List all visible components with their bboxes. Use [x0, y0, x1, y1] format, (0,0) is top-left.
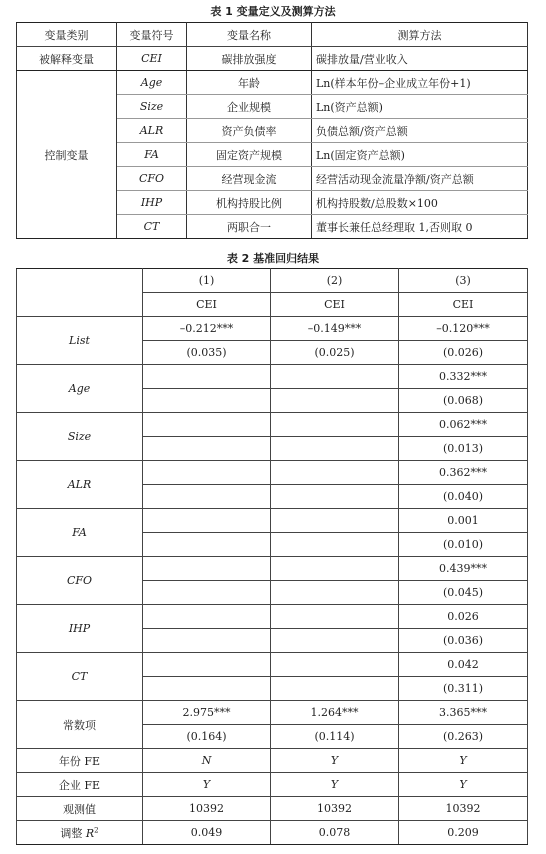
row-label: 观测值 — [17, 797, 143, 821]
table2-caption: 表 2 基准回归结果 — [226, 252, 320, 265]
column-header: 变量名称 — [187, 23, 312, 47]
regression-results-table — [16, 268, 528, 845]
value-cell: 0.078 — [271, 821, 399, 845]
variable-label: ALR — [17, 461, 143, 509]
variable-name: 企业规模 — [187, 95, 312, 119]
row-label — [17, 821, 143, 845]
standard-error-cell: (0.040) — [399, 485, 528, 509]
coefficient-cell — [143, 653, 271, 677]
coefficient-cell: –0.212*** — [143, 317, 271, 341]
value-cell: Y — [143, 773, 271, 797]
standard-error-cell — [143, 533, 271, 557]
coefficient-cell — [271, 605, 399, 629]
coef-row — [17, 413, 528, 437]
dependent-variable: CEI — [399, 293, 528, 317]
variable-label: FA — [17, 509, 143, 557]
coefficient-cell — [271, 461, 399, 485]
variable-symbol: FA — [117, 143, 187, 167]
group-label: 控制变量 — [17, 71, 117, 239]
coefficient-cell: 0.026 — [399, 605, 528, 629]
header-row — [17, 269, 528, 293]
coef-row — [17, 365, 528, 389]
measurement-method: 机构持股数/总股数×100 — [312, 191, 528, 215]
variable-name: 固定资产规模 — [187, 143, 312, 167]
label-prefix: 调整 — [60, 826, 86, 840]
measurement-method: 碳排放量/营业收入 — [312, 47, 528, 71]
model-number: (3) — [399, 269, 528, 293]
variable-symbol: CEI — [117, 47, 187, 71]
measurement-method: Ln(固定资产总额) — [312, 143, 528, 167]
table1-caption: 表 1 变量定义及测算方法 — [210, 5, 336, 18]
coefficient-cell: 0.062*** — [399, 413, 528, 437]
header-row — [17, 23, 528, 47]
variable-symbol: CFO — [117, 167, 187, 191]
coefficient-cell: 1.264*** — [271, 701, 399, 725]
coefficient-cell — [271, 509, 399, 533]
variable-name: 经营现金流 — [187, 167, 312, 191]
year-fe-row — [17, 749, 528, 773]
variable-name: 机构持股比例 — [187, 191, 312, 215]
value-cell: N — [143, 749, 271, 773]
measurement-method: 负债总额/资产总额 — [312, 119, 528, 143]
variable-label: CFO — [17, 557, 143, 605]
coefficient-cell: 0.001 — [399, 509, 528, 533]
coefficient-cell — [271, 365, 399, 389]
value-cell: 10392 — [143, 797, 271, 821]
variable-symbol: Size — [117, 95, 187, 119]
variable-symbol: CT — [117, 215, 187, 239]
variable-label: Age — [17, 365, 143, 413]
measurement-method: Ln(资产总额) — [312, 95, 528, 119]
group-label: 被解释变量 — [17, 47, 117, 71]
variable-symbol: IHP — [117, 191, 187, 215]
value-cell: Y — [399, 773, 528, 797]
variable-name: 资产负债率 — [187, 119, 312, 143]
coefficient-cell — [143, 365, 271, 389]
coefficient-cell — [143, 413, 271, 437]
model-number: (1) — [143, 269, 271, 293]
standard-error-cell — [271, 533, 399, 557]
standard-error-cell: (0.013) — [399, 437, 528, 461]
row-label: 年份 FE — [17, 749, 143, 773]
value-cell: 0.209 — [399, 821, 528, 845]
measurement-method: Ln(样本年份–企业成立年份+1) — [312, 71, 528, 95]
variable-name: 年龄 — [187, 71, 312, 95]
coefficient-cell: –0.149*** — [271, 317, 399, 341]
coefficient-cell: 2.975*** — [143, 701, 271, 725]
coefficient-cell: 0.439*** — [399, 557, 528, 581]
variable-label: 常数项 — [17, 701, 143, 749]
table-row — [17, 47, 528, 71]
column-header: 变量类别 — [17, 23, 117, 47]
standard-error-cell — [271, 485, 399, 509]
standard-error-cell — [143, 581, 271, 605]
standard-error-cell — [271, 581, 399, 605]
variable-symbol: ALR — [117, 119, 187, 143]
table-row — [17, 71, 528, 95]
coef-row — [17, 605, 528, 629]
coefficient-cell — [271, 413, 399, 437]
variable-name: 两职合一 — [187, 215, 312, 239]
coefficient-cell — [143, 509, 271, 533]
dependent-variable: CEI — [271, 293, 399, 317]
coefficient-cell — [271, 557, 399, 581]
adjusted-r2-row — [17, 821, 528, 845]
value-cell: 10392 — [399, 797, 528, 821]
coefficient-cell: 0.332*** — [399, 365, 528, 389]
standard-error-cell — [143, 389, 271, 413]
measurement-method: 董事长兼任总经理取 1,否则取 0 — [312, 215, 528, 239]
value-cell: Y — [399, 749, 528, 773]
observations-row — [17, 797, 528, 821]
coefficient-cell: 0.042 — [399, 653, 528, 677]
variable-label: CT — [17, 653, 143, 701]
coefficient-cell — [271, 653, 399, 677]
coefficient-cell — [143, 605, 271, 629]
standard-error-cell: (0.035) — [143, 341, 271, 365]
label-superscript: 2 — [94, 825, 99, 834]
standard-error-cell: (0.164) — [143, 725, 271, 749]
measurement-method: 经营活动现金流量净额/资产总额 — [312, 167, 528, 191]
standard-error-cell: (0.010) — [399, 533, 528, 557]
coef-row — [17, 509, 528, 533]
standard-error-cell — [143, 677, 271, 701]
variable-label: IHP — [17, 605, 143, 653]
variable-label: List — [17, 317, 143, 365]
variable-symbol: Age — [117, 71, 187, 95]
coefficient-cell — [143, 461, 271, 485]
standard-error-cell — [271, 677, 399, 701]
label-var: R — [85, 826, 95, 840]
standard-error-cell — [143, 437, 271, 461]
standard-error-cell — [143, 629, 271, 653]
standard-error-cell: (0.045) — [399, 581, 528, 605]
standard-error-cell — [143, 485, 271, 509]
coefficient-cell: 3.365*** — [399, 701, 528, 725]
standard-error-cell: (0.114) — [271, 725, 399, 749]
coefficient-cell: –0.120*** — [399, 317, 528, 341]
coef-row — [17, 317, 528, 341]
column-header: 测算方法 — [312, 23, 528, 47]
standard-error-cell: (0.036) — [399, 629, 528, 653]
dependent-variable: CEI — [143, 293, 271, 317]
corner-cell — [17, 269, 143, 317]
variable-label: Size — [17, 413, 143, 461]
coefficient-cell — [143, 557, 271, 581]
firm-fe-row — [17, 773, 528, 797]
value-cell: 0.049 — [143, 821, 271, 845]
standard-error-cell: (0.311) — [399, 677, 528, 701]
standard-error-cell — [271, 389, 399, 413]
coefficient-cell: 0.362*** — [399, 461, 528, 485]
standard-error-cell: (0.026) — [399, 341, 528, 365]
variable-name: 碳排放强度 — [187, 47, 312, 71]
standard-error-cell — [271, 629, 399, 653]
value-cell: 10392 — [271, 797, 399, 821]
standard-error-cell: (0.025) — [271, 341, 399, 365]
coef-row — [17, 557, 528, 581]
column-header: 变量符号 — [117, 23, 187, 47]
row-label: 企业 FE — [17, 773, 143, 797]
value-cell: Y — [271, 773, 399, 797]
coef-row — [17, 701, 528, 725]
standard-error-cell: (0.263) — [399, 725, 528, 749]
variable-definition-table — [16, 22, 528, 239]
model-number: (2) — [271, 269, 399, 293]
coef-row — [17, 461, 528, 485]
value-cell: Y — [271, 749, 399, 773]
coef-row — [17, 653, 528, 677]
standard-error-cell: (0.068) — [399, 389, 528, 413]
standard-error-cell — [271, 437, 399, 461]
